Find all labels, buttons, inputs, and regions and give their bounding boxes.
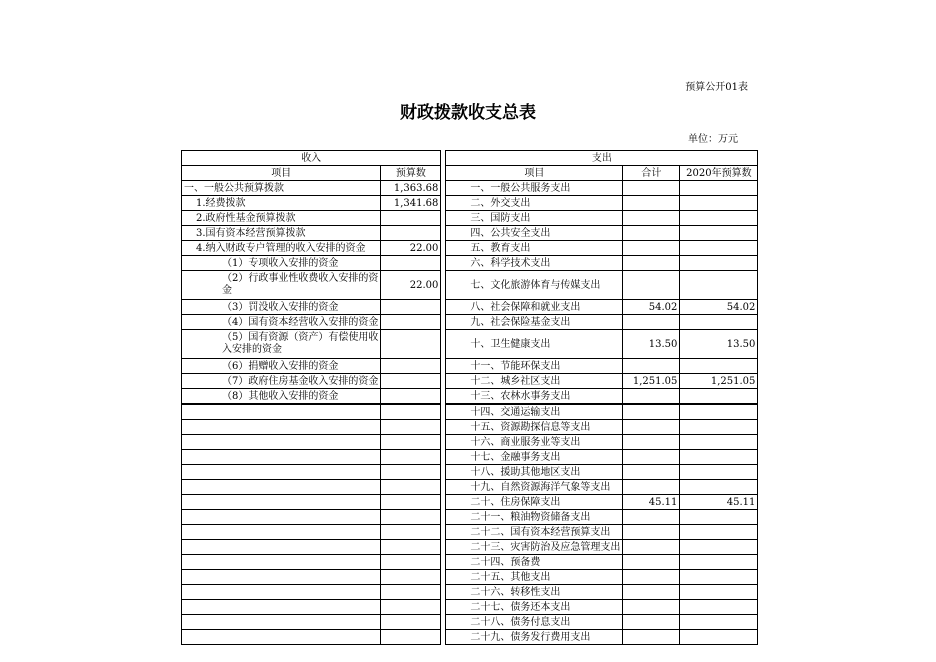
income-amount-header: 预算数 bbox=[381, 166, 441, 181]
income-amount-cell bbox=[381, 525, 441, 540]
income-amount-cell bbox=[381, 615, 441, 630]
expense-budget-cell bbox=[680, 389, 758, 405]
expense-total-cell bbox=[623, 404, 680, 420]
expense-total-cell bbox=[623, 389, 680, 405]
expense-budget-cell bbox=[680, 226, 758, 241]
expense-item-cell: 五、教育支出 bbox=[446, 241, 623, 256]
expense-item-cell: 十八、援助其他地区支出 bbox=[446, 465, 623, 480]
income-amount-cell bbox=[381, 495, 441, 510]
expense-budget-cell bbox=[680, 465, 758, 480]
income-item-cell: （3）罚没收入安排的资金 bbox=[182, 300, 381, 315]
expense-budget-cell bbox=[680, 404, 758, 420]
expense-item-cell: 四、公共安全支出 bbox=[446, 226, 623, 241]
table-row bbox=[182, 525, 758, 540]
table-row bbox=[182, 570, 758, 585]
expense-total-cell bbox=[623, 435, 680, 450]
income-amount-cell: 1,363.68 bbox=[381, 181, 441, 196]
table-row bbox=[182, 480, 758, 495]
expense-budget-cell bbox=[680, 630, 758, 645]
income-item-cell bbox=[182, 615, 381, 630]
income-amount-cell bbox=[381, 540, 441, 555]
income-amount-cell bbox=[381, 570, 441, 585]
income-amount-cell bbox=[381, 359, 441, 374]
income-item-cell bbox=[182, 420, 381, 435]
expense-budget-cell bbox=[680, 615, 758, 630]
expense-item-cell: 二十二、国有资本经营预算支出 bbox=[446, 525, 623, 540]
income-amount-cell bbox=[381, 300, 441, 315]
expense-total-header: 合计 bbox=[623, 166, 680, 181]
expense-budget-header: 2020年预算数 bbox=[680, 166, 758, 181]
income-item-cell bbox=[182, 600, 381, 615]
expense-budget-cell bbox=[680, 510, 758, 525]
income-item-cell bbox=[182, 540, 381, 555]
income-item-header: 项目 bbox=[182, 166, 381, 181]
expense-budget-cell bbox=[680, 525, 758, 540]
table-row bbox=[182, 315, 758, 330]
expense-item-cell: 十五、资源勘探信息等支出 bbox=[446, 420, 623, 435]
expense-total-cell bbox=[623, 480, 680, 495]
income-item-cell bbox=[182, 525, 381, 540]
expense-budget-cell bbox=[680, 196, 758, 211]
expense-item-cell: 十九、自然资源海洋气象等支出 bbox=[446, 480, 623, 495]
table-row bbox=[182, 241, 758, 256]
income-item-cell bbox=[182, 404, 381, 420]
expense-budget-cell bbox=[680, 570, 758, 585]
table-row bbox=[182, 540, 758, 555]
expense-total-cell bbox=[623, 570, 680, 585]
table-row bbox=[182, 630, 758, 645]
expense-budget-cell: 13.50 bbox=[680, 330, 758, 359]
income-amount-cell bbox=[381, 600, 441, 615]
expense-budget-cell bbox=[680, 181, 758, 196]
table-row bbox=[182, 271, 758, 300]
income-item-cell bbox=[182, 495, 381, 510]
income-item-cell: 1.经费拨款 bbox=[182, 196, 381, 211]
expense-item-cell: 十七、金融事务支出 bbox=[446, 450, 623, 465]
expense-budget-cell bbox=[680, 540, 758, 555]
expense-budget-cell bbox=[680, 211, 758, 226]
income-item-cell: （5）国有资源（资产）有偿使用收入安排的资金 bbox=[182, 330, 381, 359]
table-row bbox=[182, 226, 758, 241]
table-row bbox=[182, 435, 758, 450]
income-item-cell: （4）国有资本经营收入安排的资金 bbox=[182, 315, 381, 330]
income-amount-cell bbox=[381, 374, 441, 389]
expense-item-cell: 十、卫生健康支出 bbox=[446, 330, 623, 359]
table-row bbox=[182, 256, 758, 271]
income-amount-cell bbox=[381, 480, 441, 495]
expense-total-cell: 1,251.05 bbox=[623, 374, 680, 389]
table-row bbox=[182, 211, 758, 226]
expense-total-cell: 45.11 bbox=[623, 495, 680, 510]
income-amount-cell bbox=[381, 389, 441, 405]
expense-total-cell bbox=[623, 211, 680, 226]
table-row bbox=[182, 420, 758, 435]
table-row bbox=[182, 300, 758, 315]
group-header-row bbox=[182, 151, 758, 166]
income-amount-cell bbox=[381, 555, 441, 570]
expense-item-cell: 七、文化旅游体育与传媒支出 bbox=[446, 271, 623, 300]
expense-total-cell bbox=[623, 271, 680, 300]
expense-item-cell: 十四、交通运输支出 bbox=[446, 404, 623, 420]
income-item-cell bbox=[182, 630, 381, 645]
expense-budget-cell bbox=[680, 256, 758, 271]
income-amount-cell bbox=[381, 420, 441, 435]
table-row bbox=[182, 600, 758, 615]
expense-total-cell bbox=[623, 420, 680, 435]
expense-total-cell bbox=[623, 450, 680, 465]
expense-budget-cell bbox=[680, 271, 758, 300]
column-header-row bbox=[182, 166, 758, 181]
expense-item-cell: 二十、住房保障支出 bbox=[446, 495, 623, 510]
income-header: 收入 bbox=[182, 151, 441, 166]
income-amount-cell bbox=[381, 465, 441, 480]
expense-item-header: 项目 bbox=[446, 166, 623, 181]
income-amount-cell: 22.00 bbox=[381, 241, 441, 256]
expense-total-cell bbox=[623, 196, 680, 211]
expense-item-cell: 二十三、灾害防治及应急管理支出 bbox=[446, 540, 623, 555]
income-amount-cell: 1,341.68 bbox=[381, 196, 441, 211]
income-item-cell bbox=[182, 510, 381, 525]
expense-total-cell bbox=[623, 359, 680, 374]
expense-total-cell bbox=[623, 181, 680, 196]
table-row bbox=[182, 450, 758, 465]
income-item-cell bbox=[182, 555, 381, 570]
income-item-cell bbox=[182, 450, 381, 465]
expense-item-cell: 二十五、其他支出 bbox=[446, 570, 623, 585]
expense-item-cell: 十一、节能环保支出 bbox=[446, 359, 623, 374]
expense-item-cell: 二十六、转移性支出 bbox=[446, 585, 623, 600]
income-amount-cell bbox=[381, 450, 441, 465]
expense-item-cell: 二十九、债务发行费用支出 bbox=[446, 630, 623, 645]
expense-budget-cell bbox=[680, 359, 758, 374]
expense-item-cell: 一、一般公共服务支出 bbox=[446, 181, 623, 196]
expense-budget-cell bbox=[680, 480, 758, 495]
income-amount-cell bbox=[381, 256, 441, 271]
expense-total-cell bbox=[623, 525, 680, 540]
expense-budget-cell bbox=[680, 555, 758, 570]
expense-budget-cell bbox=[680, 585, 758, 600]
expense-total-cell bbox=[623, 540, 680, 555]
income-item-cell: 2.政府性基金预算拨款 bbox=[182, 211, 381, 226]
table-row bbox=[182, 615, 758, 630]
income-item-cell: 3.国有资本经营预算拨款 bbox=[182, 226, 381, 241]
expense-item-cell: 二十七、债务还本支出 bbox=[446, 600, 623, 615]
income-item-cell: 4.纳入财政专户管理的收入安排的资金 bbox=[182, 241, 381, 256]
income-amount-cell bbox=[381, 435, 441, 450]
income-amount-cell bbox=[381, 404, 441, 420]
expense-total-cell bbox=[623, 555, 680, 570]
table-row bbox=[182, 330, 758, 359]
table-row bbox=[182, 510, 758, 525]
income-item-cell: （8）其他收入安排的资金 bbox=[182, 389, 381, 405]
income-item-cell bbox=[182, 570, 381, 585]
expense-budget-cell bbox=[680, 420, 758, 435]
expense-budget-cell bbox=[680, 450, 758, 465]
expense-budget-cell: 54.02 bbox=[680, 300, 758, 315]
expense-total-cell bbox=[623, 615, 680, 630]
income-item-cell: （6）捐赠收入安排的资金 bbox=[182, 359, 381, 374]
table-row bbox=[182, 495, 758, 510]
expense-item-cell: 二十四、预备费 bbox=[446, 555, 623, 570]
expense-budget-cell bbox=[680, 315, 758, 330]
expense-item-cell: 八、社会保障和就业支出 bbox=[446, 300, 623, 315]
income-item-cell bbox=[182, 465, 381, 480]
expense-total-cell: 13.50 bbox=[623, 330, 680, 359]
expense-item-cell: 二、外交支出 bbox=[446, 196, 623, 211]
table-row bbox=[182, 196, 758, 211]
income-amount-cell bbox=[381, 510, 441, 525]
expense-item-cell: 十六、商业服务业等支出 bbox=[446, 435, 623, 450]
page-title: 财政拨款收支总表 bbox=[400, 103, 536, 123]
income-amount-cell bbox=[381, 226, 441, 241]
expense-total-cell bbox=[623, 256, 680, 271]
expense-item-cell: 二十一、粮油物资储备支出 bbox=[446, 510, 623, 525]
table-row bbox=[182, 465, 758, 480]
expense-total-cell bbox=[623, 510, 680, 525]
unit-label: 单位：万元 bbox=[688, 134, 738, 145]
income-amount-cell bbox=[381, 211, 441, 226]
expense-item-cell: 九、社会保险基金支出 bbox=[446, 315, 623, 330]
table-row bbox=[182, 181, 758, 196]
income-amount-cell bbox=[381, 315, 441, 330]
table-row bbox=[182, 555, 758, 570]
income-item-cell: （7）政府住房基金收入安排的资金 bbox=[182, 374, 381, 389]
expense-total-cell bbox=[623, 241, 680, 256]
expense-total-cell bbox=[623, 315, 680, 330]
expense-total-cell bbox=[623, 630, 680, 645]
expense-budget-cell: 45.11 bbox=[680, 495, 758, 510]
expense-item-cell: 十三、农林水事务支出 bbox=[446, 389, 623, 405]
expense-budget-cell bbox=[680, 600, 758, 615]
expense-header: 支出 bbox=[446, 151, 758, 166]
expense-total-cell: 54.02 bbox=[623, 300, 680, 315]
expense-budget-cell bbox=[680, 241, 758, 256]
table-row bbox=[182, 389, 758, 405]
income-item-cell: 一、一般公共预算拨款 bbox=[182, 181, 381, 196]
expense-budget-cell bbox=[680, 435, 758, 450]
income-amount-cell bbox=[381, 585, 441, 600]
income-amount-cell bbox=[381, 330, 441, 359]
table-row bbox=[182, 359, 758, 374]
table-row bbox=[182, 404, 758, 420]
table-row bbox=[182, 374, 758, 389]
budget-table bbox=[181, 150, 758, 645]
income-amount-cell: 22.00 bbox=[381, 271, 441, 300]
expense-total-cell bbox=[623, 465, 680, 480]
income-item-cell bbox=[182, 480, 381, 495]
table-row bbox=[182, 585, 758, 600]
income-item-cell bbox=[182, 435, 381, 450]
expense-total-cell bbox=[623, 600, 680, 615]
expense-item-cell: 三、国防支出 bbox=[446, 211, 623, 226]
income-amount-cell bbox=[381, 630, 441, 645]
expense-item-cell: 十二、城乡社区支出 bbox=[446, 374, 623, 389]
expense-item-cell: 二十八、债务付息支出 bbox=[446, 615, 623, 630]
expense-total-cell bbox=[623, 585, 680, 600]
income-item-cell bbox=[182, 585, 381, 600]
income-item-cell: （1）专项收入安排的资金 bbox=[182, 256, 381, 271]
expense-total-cell bbox=[623, 226, 680, 241]
income-item-cell: （2）行政事业性收费收入安排的资金 bbox=[182, 271, 381, 300]
expense-item-cell: 六、科学技术支出 bbox=[446, 256, 623, 271]
form-code: 预算公开01表 bbox=[685, 82, 748, 93]
expense-budget-cell: 1,251.05 bbox=[680, 374, 758, 389]
